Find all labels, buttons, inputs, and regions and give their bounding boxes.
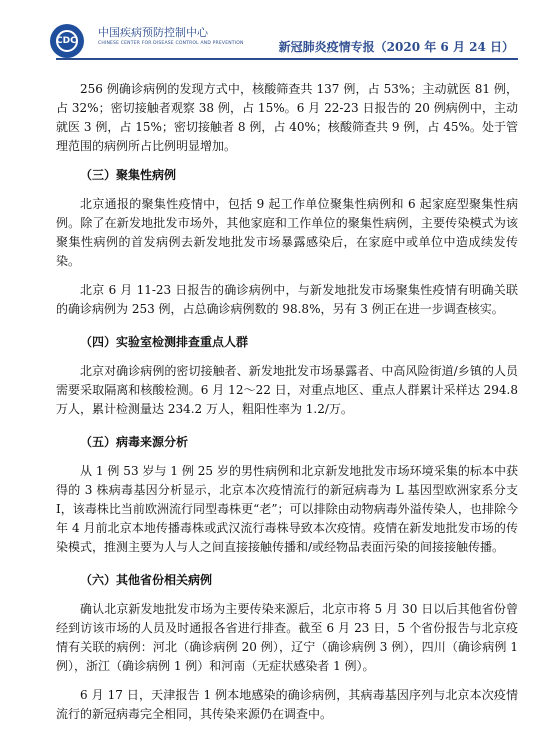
paragraph-lab-testing: 北京对确诊病例的密切接触者、新发地批发市场暴露者、中高风险街道/乡镇的人员需要采取隔离和核酸检测。6 月 12～22 日，对重点地区、重点人群累计采样达 294.8 万人，累计检测量达 234.2 万人，粗阳性率为 1.2/万。 [56, 364, 518, 416]
section-title-other-provinces: （六）其他省份相关病例 [80, 573, 213, 587]
paragraph-other-provinces-1: 确认北京新发地批发市场为主要传染来源后，北京市将 5 月 30 日以后其他省份曾经到访该市场的人员及时通报各省进行排查。截至 6 月 23 日，5 个省份报告与北京疫情有关联的病例：河北（确诊病例 20 例），辽宁（确诊病例 3 例），四川（确诊病例 1 例），浙江（确诊病例 1 例）和河南（无症状感染者 1 例）。 [56, 602, 518, 673]
logo-text: CDC [56, 36, 77, 46]
paragraph-case-discovery: 256 例确诊病例的发现方式中，核酸筛查共 137 例，占 53%；主动就医 81 例，占 32%；密切接触者观察 38 例，占 15%。6 月 22-23 日报告的 20 例病例中，主动就医 3 例，占 15%；密切接触者 8 例，占 40%；核酸筛查共 9 例，占 45%。处于管理范围的病例所占比例明显增加。 [56, 82, 518, 153]
document-body [56, 80, 518, 724]
paragraph-clusters-1: 北京通报的聚集性疫情中，包括 9 起工作单位聚集性病例和 6 起家庭型聚集性病例。除了在新发地批发市场外，其他家庭和工作单位的聚集性病例，主要传染模式为该聚集性病例的首发病例去新发地批发市场暴露感染后，在家庭中或单位中造成续发传染。 [56, 197, 518, 268]
section-title-lab-testing: （四）实验室检测排查重点人群 [80, 335, 249, 349]
paragraph-other-provinces-2: 6 月 17 日，天津报告 1 例本地感染的确诊病例，其病毒基因序列与北京本次疫情流行的新冠病毒完全相同，其传染来源仍在调查中。 [56, 688, 518, 721]
paragraph-clusters-2: 北京 6 月 11-23 日报告的确诊病例中，与新发地批发市场聚集性疫情有明确关联的确诊病例为 253 例，占总确诊病例数的 98.8%，另有 3 例正在进一步调查核实。 [56, 283, 518, 316]
header-divider [56, 58, 518, 60]
org-name-en: CHINESE CENTER FOR DISEASE CONTROL AND PREVENTION [98, 41, 244, 46]
section-title-virus-source: （五）病毒来源分析 [80, 435, 189, 449]
bulletin-title: 新冠肺炎疫情专报（2020 年 6 月 24 日） [278, 40, 514, 54]
section-title-clusters: （三）聚集性病例 [80, 168, 177, 182]
org-name-cn: 中国疾病预防控制中心 [98, 26, 208, 39]
paragraph-virus-source: 从 1 例 53 岁与 1 例 25 岁的男性病例和北京新发地批发市场环境采集的标本中获得的 3 株病毒基因分析显示，北京本次疫情流行的新冠病毒为 L 基因型欧洲家系分支Ⅰ，该毒株比当前欧洲流行同型毒株更“老”；可以排除由动物病毒外溢传染人，也排除今年 4 月前北京本地传播毒株或武汉流行毒株导致本次疫情。疫情在新发地批发市场的传染模式，推测主要为人与人之间直接接触传播和/或经物品表面污染的间接接触传播。 [56, 464, 518, 554]
page-header [0, 0, 546, 66]
